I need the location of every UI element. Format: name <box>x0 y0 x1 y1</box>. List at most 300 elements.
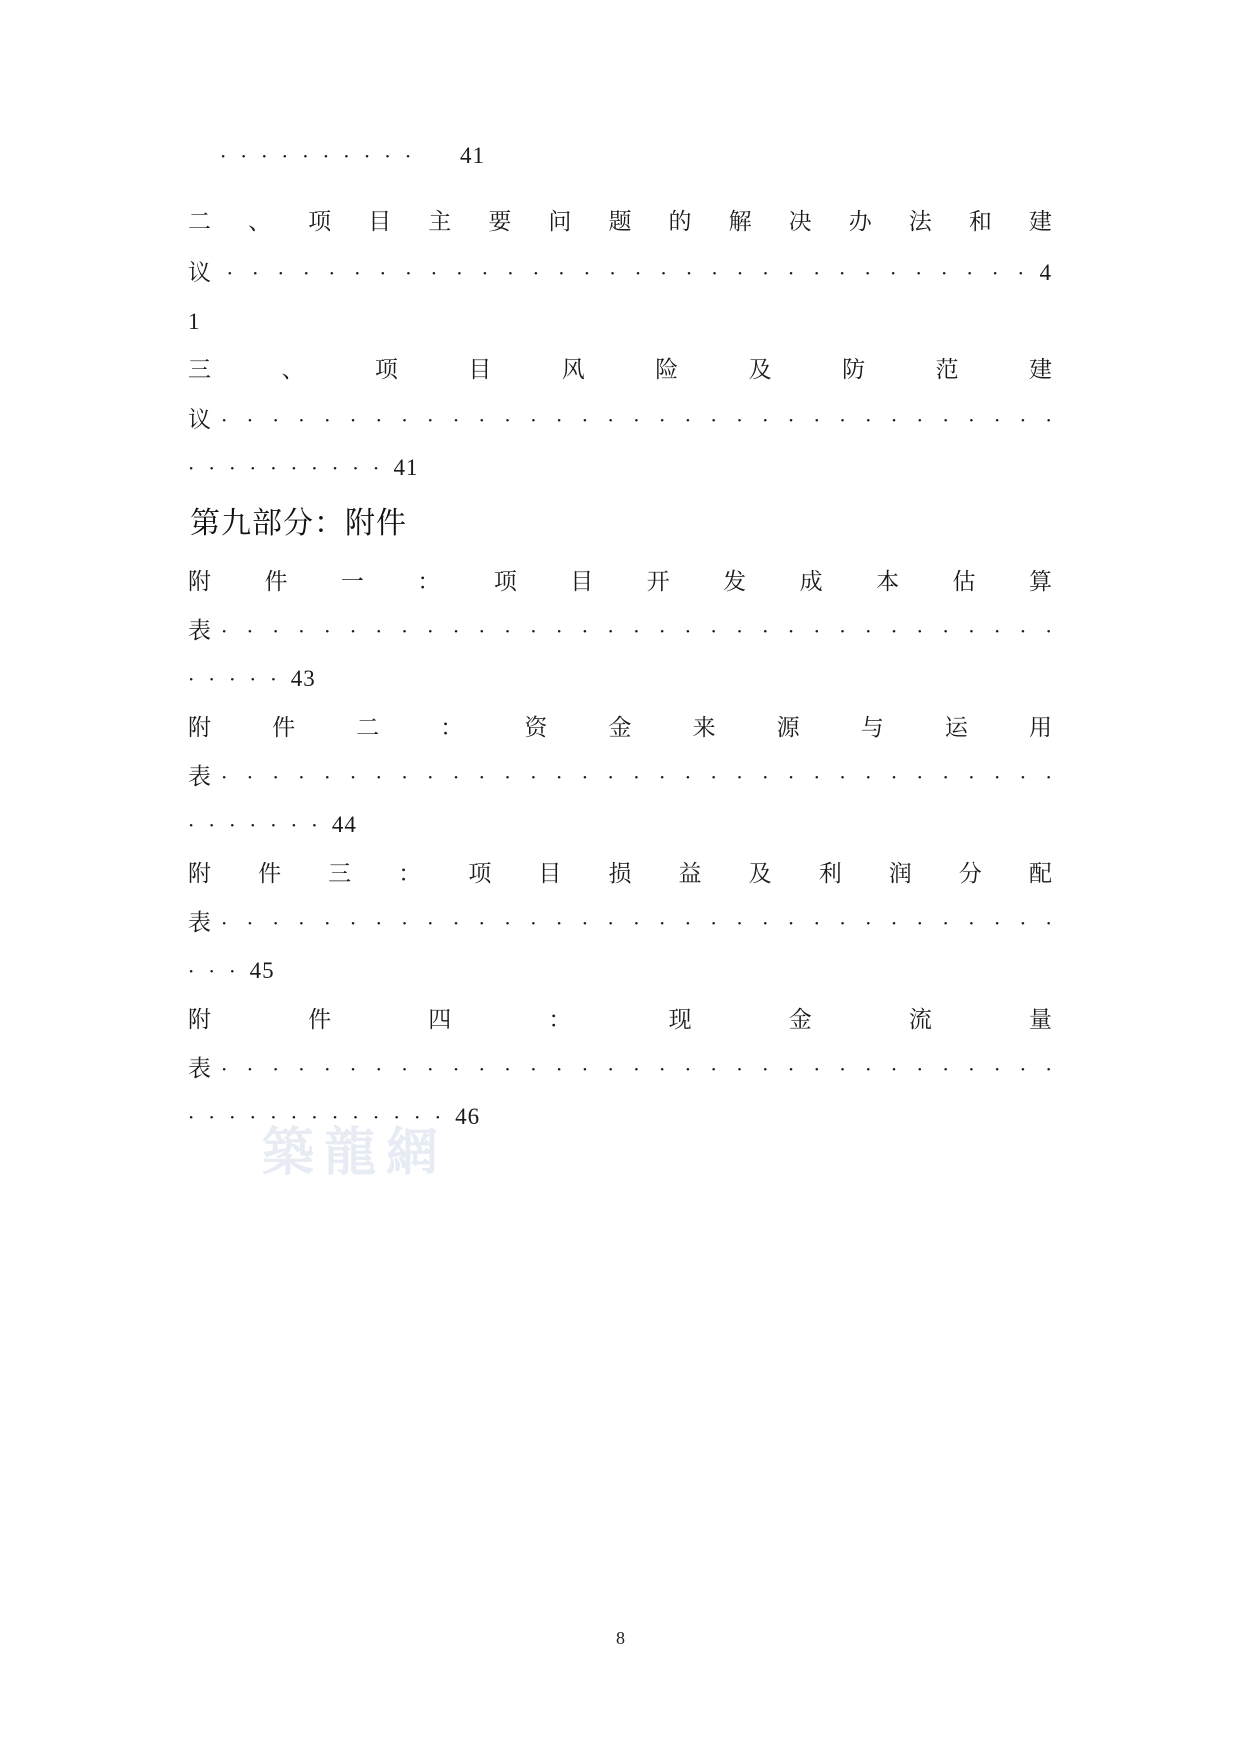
leader-dot: · <box>1045 619 1052 643</box>
leader-dot: · <box>401 765 408 789</box>
leader-dot: · <box>221 1057 228 1081</box>
title-char: 问 <box>548 209 572 235</box>
leader-dot: · <box>208 813 215 837</box>
title-char: 及 <box>748 357 772 383</box>
leader-dot: · <box>208 959 215 983</box>
watermark: 築龍網 <box>262 1122 449 1183</box>
title-char: 附 <box>188 861 211 887</box>
leader-dot: · <box>583 261 591 285</box>
title-char: ： <box>417 569 441 595</box>
title-char: 、 <box>281 357 305 383</box>
leader-dot: · <box>660 261 667 285</box>
title-char: 风 <box>561 357 585 383</box>
leader-dot: · <box>311 1105 318 1129</box>
toc-attachment-3-leader <box>188 906 1052 940</box>
title-char: 益 <box>678 861 702 887</box>
leader-dot: · <box>311 456 318 480</box>
leader-dot: · <box>865 911 872 935</box>
leader-dot: · <box>530 619 537 643</box>
leader-dot: · <box>324 911 331 935</box>
leader-dot: · <box>864 261 871 285</box>
leader-dot: · <box>890 408 898 432</box>
leader-dot: · <box>916 408 924 432</box>
leader-dot: · <box>609 261 616 285</box>
page-ref: 1 <box>188 309 201 334</box>
leader-dot: · <box>736 1057 743 1081</box>
toc-attachment-1-title[interactable] <box>188 565 1052 599</box>
page-number: 8 <box>616 1628 625 1648</box>
leader-dot: · <box>401 1057 408 1081</box>
leader-dot: · <box>787 765 795 789</box>
leader-dot: · <box>633 408 640 432</box>
leader-dot: · <box>1019 619 1027 643</box>
leader-dot: · <box>813 619 820 643</box>
leader-dot: · <box>890 765 898 789</box>
title-char: 件 <box>308 1007 332 1033</box>
leader-dot: · <box>839 765 846 789</box>
section-heading-part9[interactable]: 第九部分：附件 <box>190 506 407 541</box>
leader-dot: · <box>839 911 846 935</box>
leader-dot: · <box>633 911 640 935</box>
leader-dot: · <box>813 911 820 935</box>
title-char: ： <box>398 861 422 887</box>
title-char: 四 <box>428 1007 452 1033</box>
leader-dot: · <box>220 144 227 168</box>
title-char: 二 <box>188 209 211 235</box>
toc-item-2-page-wrap <box>188 305 1052 339</box>
page-ref: 45 <box>249 958 275 983</box>
title-char: 项 <box>468 861 492 887</box>
leader-dot: · <box>401 911 408 935</box>
leader-dot: · <box>349 911 357 935</box>
leader-dot: · <box>427 911 434 935</box>
leader-dot: · <box>890 911 898 935</box>
leader-dot: · <box>290 1105 298 1129</box>
leader-dot: · <box>1019 1057 1027 1081</box>
leader-dot: · <box>684 765 692 789</box>
title-char: 发 <box>723 569 747 595</box>
leader-dot: · <box>916 911 924 935</box>
leader-dot: · <box>504 408 511 432</box>
leader-dot: · <box>434 1105 441 1129</box>
leader-dot: · <box>968 1057 975 1081</box>
leader-dot: · <box>272 408 279 432</box>
leader-dot: · <box>555 765 563 789</box>
leader-dot: · <box>633 619 640 643</box>
leader-dot: · <box>966 261 973 285</box>
toc-attachment-1-tail <box>188 662 1052 696</box>
toc-attachment-4-title[interactable] <box>188 1003 1052 1037</box>
leader-dot: · <box>839 408 846 432</box>
leader-dot: · <box>581 408 589 432</box>
leader-dot: · <box>372 1105 380 1129</box>
title-char: 金 <box>608 715 632 741</box>
title-char: 范 <box>935 357 959 383</box>
leader-dot: · <box>993 765 1001 789</box>
leader-dot: · <box>229 813 236 837</box>
leader-dot: · <box>530 408 537 432</box>
leader-dot: · <box>504 1057 511 1081</box>
leader-dot: · <box>298 911 305 935</box>
title-char: 一 <box>340 569 364 595</box>
leader-dot: · <box>915 261 922 285</box>
leader-dot: · <box>558 261 565 285</box>
toc-attachment-3-last-char: 表 <box>188 910 211 936</box>
title-char: 现 <box>668 1007 692 1033</box>
leader-dot: · <box>208 1105 215 1129</box>
toc-item-2-title[interactable] <box>188 205 1052 239</box>
leader-dot: · <box>555 408 563 432</box>
leader-dot: · <box>659 765 666 789</box>
leader-dot: · <box>993 911 1001 935</box>
leader-dot: · <box>787 261 795 285</box>
leader-dot: · <box>221 765 228 789</box>
title-char: 配 <box>1028 861 1052 887</box>
leader-dot: · <box>659 408 666 432</box>
leader-dot: · <box>249 1105 256 1129</box>
page-ref: 46 <box>455 1104 481 1129</box>
leader-dot: · <box>993 1057 1001 1081</box>
toc-item-3-title[interactable] <box>188 353 1052 387</box>
leader-dot: · <box>270 1105 277 1129</box>
title-char: 建 <box>1028 209 1052 235</box>
toc-attachment-4-leader <box>188 1052 1052 1086</box>
leader-dot: · <box>427 619 434 643</box>
leader-dot: · <box>633 765 640 789</box>
page-ref: 44 <box>331 812 357 837</box>
leader-dot: · <box>249 456 256 480</box>
toc-attachment-2-title[interactable] <box>188 711 1052 745</box>
leader-dot: · <box>188 667 195 691</box>
leader-dot: · <box>839 1057 846 1081</box>
leader-dot: · <box>481 261 489 285</box>
leader-dot: · <box>270 667 277 691</box>
leader-dot: · <box>427 1057 434 1081</box>
leader-dot: · <box>607 911 614 935</box>
leader-dot: · <box>1045 911 1052 935</box>
page-ref: 41 <box>393 455 419 480</box>
leader-dot: · <box>942 765 949 789</box>
title-char: 算 <box>1028 569 1052 595</box>
leader-dot: · <box>530 765 537 789</box>
leader-dot: · <box>375 911 382 935</box>
leader-dot: · <box>1019 765 1027 789</box>
leader-dot: · <box>331 1105 339 1129</box>
leader-dot: · <box>208 456 215 480</box>
title-char: 项 <box>308 209 332 235</box>
title-char: 主 <box>428 209 452 235</box>
leader-dot: · <box>813 765 820 789</box>
leader-dot: · <box>352 456 359 480</box>
title-char: 利 <box>818 861 842 887</box>
leader-dot: · <box>838 261 846 285</box>
leader-dot: · <box>839 619 846 643</box>
leader-dot: · <box>993 408 1001 432</box>
title-char: 三 <box>328 861 352 887</box>
title-char: 建 <box>1028 357 1052 383</box>
leader-dot: · <box>736 408 743 432</box>
leader-dot: · <box>968 765 975 789</box>
title-char: 源 <box>776 715 800 741</box>
page-ref: 43 <box>290 666 316 691</box>
leader-dot: · <box>942 1057 949 1081</box>
title-char: 的 <box>668 209 692 235</box>
leader-dot: · <box>272 619 279 643</box>
leader-dot: · <box>865 619 872 643</box>
leader-dot: · <box>404 144 412 168</box>
leader-dot: · <box>916 1057 924 1081</box>
leader-dot: · <box>684 408 692 432</box>
title-char: 件 <box>264 569 288 595</box>
title-char: 本 <box>876 569 900 595</box>
leader-dot: · <box>992 261 999 285</box>
toc-item-2-last-char: 议 <box>188 260 211 286</box>
leader-dot: · <box>889 261 897 285</box>
leader-dot: · <box>890 619 898 643</box>
leader-dot: · <box>349 408 357 432</box>
leader-dot: · <box>916 619 924 643</box>
leader-dot: · <box>942 911 949 935</box>
title-char: ： <box>548 1007 572 1033</box>
leader-dot: · <box>633 1057 640 1081</box>
leader-dot: · <box>324 619 331 643</box>
leader-dot: · <box>532 261 540 285</box>
leader-dot: · <box>229 959 236 983</box>
leader-dot: · <box>246 911 254 935</box>
leader-dot: · <box>272 1057 279 1081</box>
leader-dot: · <box>272 765 279 789</box>
title-char: 附 <box>188 569 211 595</box>
leader-dot: · <box>452 619 460 643</box>
toc-attachment-4-last-char: 表 <box>188 1056 211 1082</box>
title-char: 附 <box>188 1007 211 1033</box>
title-char: 法 <box>908 209 932 235</box>
leader-dot: · <box>504 765 511 789</box>
toc-item-3-tail <box>188 451 1052 485</box>
leader-dot: · <box>372 456 380 480</box>
title-char: 项 <box>374 357 398 383</box>
title-char: 资 <box>524 715 548 741</box>
leader-dot: · <box>787 619 795 643</box>
title-char: 运 <box>944 715 968 741</box>
leader-dot: · <box>607 619 614 643</box>
leader-dot: · <box>277 261 284 285</box>
leader-dot: · <box>684 619 692 643</box>
leader-dot: · <box>246 408 254 432</box>
leader-dot: · <box>281 144 288 168</box>
leader-dot: · <box>221 911 228 935</box>
leader-dot: · <box>478 408 486 432</box>
leader-dot: · <box>736 765 743 789</box>
leader-dot: · <box>375 408 382 432</box>
leader-dot: · <box>684 1057 692 1081</box>
leader-dot: · <box>452 911 460 935</box>
title-char: 目 <box>368 209 392 235</box>
leader-dot: · <box>762 619 769 643</box>
leader-dot: · <box>208 667 215 691</box>
leader-dot: · <box>941 261 948 285</box>
leader-dot: · <box>427 765 434 789</box>
leader-dot: · <box>249 667 256 691</box>
leader-dot: · <box>530 911 537 935</box>
leader-dot: · <box>290 813 298 837</box>
leader-dot: · <box>504 911 511 935</box>
title-char: 解 <box>728 209 752 235</box>
leader-dot: · <box>993 619 1001 643</box>
title-char: 附 <box>188 715 211 741</box>
leader-dot: · <box>607 1057 614 1081</box>
title-char: 流 <box>908 1007 932 1033</box>
leader-dot: · <box>270 813 277 837</box>
leader-dot: · <box>303 261 310 285</box>
leader-dot: · <box>581 765 589 789</box>
toc-continuation-line <box>220 139 520 173</box>
leader-dot: · <box>555 619 563 643</box>
leader-dot: · <box>762 261 769 285</box>
leader-dot: · <box>607 408 614 432</box>
leader-dot: · <box>1045 408 1052 432</box>
leader-dot: · <box>324 408 331 432</box>
title-char: 件 <box>258 861 282 887</box>
leader-dot: · <box>942 619 949 643</box>
leader-dot: · <box>659 911 666 935</box>
leader-dot: · <box>968 911 975 935</box>
leader-dot: · <box>188 959 195 983</box>
title-char: 成 <box>799 569 823 595</box>
leader-dot: · <box>659 1057 666 1081</box>
leader-dot: · <box>311 813 318 837</box>
leader-dot: · <box>401 408 408 432</box>
title-char: 要 <box>488 209 512 235</box>
leader-dot: · <box>478 765 486 789</box>
toc-item-3-leader <box>188 403 1052 437</box>
leader-dot: · <box>221 408 228 432</box>
leader-dot: · <box>736 619 743 643</box>
leader-dot: · <box>298 619 305 643</box>
leader-dot: · <box>711 261 718 285</box>
leader-dot: · <box>324 765 331 789</box>
title-char: 、 <box>248 209 272 235</box>
leader-dot: · <box>240 144 247 168</box>
leader-dot: · <box>298 1057 305 1081</box>
leader-dot: · <box>290 456 298 480</box>
title-char: 项 <box>493 569 517 595</box>
leader-dot: · <box>685 261 693 285</box>
title-char: 防 <box>842 357 866 383</box>
toc-attachment-1-leader <box>188 614 1052 648</box>
leader-dot: · <box>787 408 795 432</box>
leader-dot: · <box>331 456 339 480</box>
leader-dot: · <box>504 619 511 643</box>
leader-dot: · <box>865 765 872 789</box>
leader-dot: · <box>405 261 412 285</box>
toc-attachment-3-tail <box>188 954 1052 988</box>
leader-dot: · <box>272 911 279 935</box>
leader-dot: · <box>322 144 330 168</box>
leader-dot: · <box>555 1057 563 1081</box>
leader-dot: · <box>478 1057 486 1081</box>
leader-dot: · <box>1045 1057 1052 1081</box>
leader-dot: · <box>607 765 614 789</box>
title-char: 二 <box>356 715 380 741</box>
leader-dot: · <box>379 261 387 285</box>
title-char: 目 <box>468 357 492 383</box>
leader-dot: · <box>710 1057 717 1081</box>
leader-dot: · <box>229 456 236 480</box>
leader-dot: · <box>427 408 434 432</box>
leader-dot: · <box>684 911 692 935</box>
leader-dot: · <box>352 1105 359 1129</box>
leader-dot: · <box>393 1105 400 1129</box>
leader-dot: · <box>188 456 195 480</box>
leader-dot: · <box>762 1057 769 1081</box>
title-char: 开 <box>646 569 670 595</box>
leader-dot: · <box>736 911 743 935</box>
title-char: 损 <box>608 861 632 887</box>
title-char: 办 <box>848 209 872 235</box>
title-char: 分 <box>958 861 982 887</box>
leader-dot: · <box>343 144 350 168</box>
leader-dot: · <box>555 911 563 935</box>
title-char: 三 <box>188 357 211 383</box>
title-char: 及 <box>748 861 772 887</box>
leader-dot: · <box>249 813 256 837</box>
leader-dot: · <box>813 261 820 285</box>
leader-dot: · <box>710 765 717 789</box>
leader-dot: · <box>478 911 486 935</box>
leader-dot: · <box>246 619 254 643</box>
leader-dot: · <box>414 1105 421 1129</box>
leader-dot: · <box>581 1057 589 1081</box>
leader-dot: · <box>634 261 642 285</box>
leader-dot: · <box>813 1057 820 1081</box>
leader-dot: · <box>229 667 236 691</box>
title-char: 润 <box>888 861 912 887</box>
leader-dot: · <box>736 261 744 285</box>
leader-dot: · <box>349 1057 357 1081</box>
leader-dot: · <box>328 261 335 285</box>
leader-dot: · <box>710 619 717 643</box>
leader-dot: · <box>452 1057 460 1081</box>
title-char: 和 <box>968 209 992 235</box>
leader-dot: · <box>530 1057 537 1081</box>
leader-dot: · <box>581 911 589 935</box>
leader-dot: · <box>968 619 975 643</box>
leader-dot: · <box>188 813 195 837</box>
toc-item-3-last-char: 议 <box>188 407 211 433</box>
leader-dot: · <box>1019 408 1027 432</box>
leader-dot: · <box>762 765 769 789</box>
title-char: 估 <box>952 569 976 595</box>
leader-dot: · <box>1017 261 1024 285</box>
title-char: 用 <box>1028 715 1052 741</box>
toc-attachment-2-tail <box>188 808 1052 842</box>
leader-dot: · <box>452 408 460 432</box>
title-char: 决 <box>788 209 812 235</box>
title-char: 金 <box>788 1007 812 1033</box>
leader-dot: · <box>375 1057 382 1081</box>
leader-dot: · <box>298 765 305 789</box>
page-ref: 4 <box>1039 260 1052 285</box>
leader-dot: · <box>246 765 254 789</box>
leader-dot: · <box>246 1057 254 1081</box>
toc-attachment-3-title[interactable] <box>188 857 1052 891</box>
leader-dot: · <box>261 144 268 168</box>
leader-dot: · <box>659 619 666 643</box>
toc-attachment-2-leader <box>188 760 1052 794</box>
leader-dot: · <box>384 144 391 168</box>
leader-dot: · <box>252 261 259 285</box>
